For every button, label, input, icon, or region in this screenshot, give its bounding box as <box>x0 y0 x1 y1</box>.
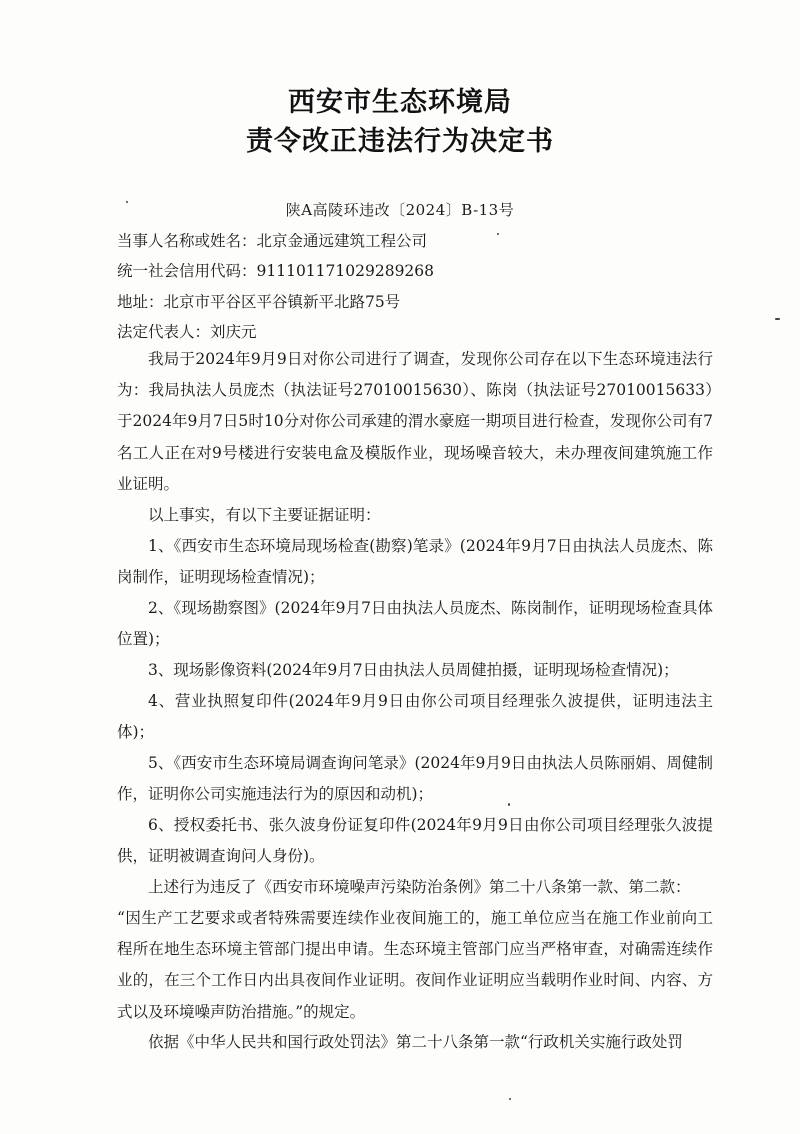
issuer-title: 西安市生态环境局 <box>288 87 512 118</box>
evidence-item-4: 4、营业执照复印件(2024年9月9日由你公司项目经理张久波提供，证明违法主体)； <box>117 692 713 742</box>
document-title: 责令改正违法行为决定书 <box>246 126 554 157</box>
scan-speck <box>509 1098 511 1100</box>
evidence-item-6: 6、授权委托书、张久波身份证复印件(2024年9月9日由你公司项目经理张久波提供，证明被调查询问人身份)。 <box>117 816 713 866</box>
violation-basis: 上述行为违反了《西安市环境噪声污染防治条例》第二十八条第一款、第二款： <box>148 878 691 896</box>
credit-code: 统一社会信用代码：911101171029289268 <box>117 262 435 280</box>
party-address: 地址：北京市平谷区平谷镇新平北路75号 <box>117 293 401 311</box>
violation-paragraph: 我局于2024年9月9日对你公司进行了调查，发现你公司存在以下生态环境违法行为：我局执法人员庞杰（执法证号27010015630）、陈岗（执法证号27010015633）于2024年9月7日5时10分对你公司承建的渭水豪庭一期项目进行检查，发现你公司有7名工人正在对9号楼进行安装电盒及模版作业，现场噪音较大，未办理夜间建筑施工作业证明。 <box>117 350 713 493</box>
scan-speck <box>775 318 780 320</box>
evidence-item-2: 2、《现场勘察图》(2024年9月7日由执法人员庞杰、陈岗制作，证明现场检查具体位置)； <box>117 599 713 649</box>
evidence-item-5: 5、《西安市生态环境局调查询问笔录》(2024年9月9日由执法人员陈丽娟、周健制作，证明你公司实施违法行为的原因和动机)； <box>117 754 713 804</box>
evidence-intro: 以上事实，有以下主要证据证明： <box>148 506 381 524</box>
party-name: 当事人名称或姓名：北京金通远建筑工程公司 <box>117 232 428 250</box>
evidence-item-3: 3、现场影像资料(2024年9月7日由执法人员周健拍摄，证明现场检查情况)； <box>148 661 679 679</box>
scan-speck <box>126 201 128 203</box>
scan-speck <box>508 803 510 806</box>
regulation-quote: “因生产工艺要求或者特殊需要连续作业夜间施工的，施工单位应当在施工作业前向工程所在地生态环境主管部门提出申请。生态环境主管部门应当严格审查，对确需连续作业的，在三个工作日内出具夜间作业证明。夜间作业证明应当载明作业时间、内容、方式以及环境噪声防治措施。”的规定。 <box>117 909 713 1021</box>
scan-speck <box>497 233 499 235</box>
evidence-item-1: 1、《西安市生态环境局现场检查(勘察)笔录》(2024年9月7日由执法人员庞杰、陈岗制作，证明现场检查情况)； <box>117 537 713 587</box>
penalty-basis: 依据《中华人民共和国行政处罚法》第二十八条第一款“行政机关实施行政处罚 <box>148 1033 683 1051</box>
legal-representative: 法定代表人：刘庆元 <box>117 323 257 341</box>
document-number: 陕A高陵环违改〔2024〕B-13号 <box>285 201 515 219</box>
